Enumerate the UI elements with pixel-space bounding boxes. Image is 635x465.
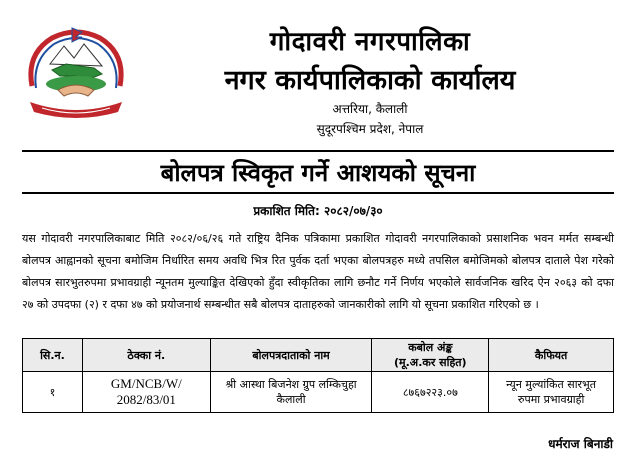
cell-contract-no [82, 372, 210, 413]
published-label: प्रकाशित मिति: [253, 204, 320, 218]
remarks-line1: न्यून मुल्यांकित सारभूत [506, 378, 597, 391]
remarks-line2: रुपमा प्रभावग्राही [517, 393, 585, 406]
signer-name: धर्मराज बिनाडी [548, 437, 613, 451]
cell-bidder-name [210, 372, 372, 413]
office-name: नगर कार्यपालिकाको कार्यालय [224, 65, 516, 96]
published-date: २०८२/०७/३० [323, 204, 383, 218]
cell-bid-amount: ८७६७२२३.०७ [372, 372, 489, 413]
header-bid-amount-line1: कबोल अंङ्क [408, 341, 453, 354]
bidder-name-line1: श्री आस्था बिजनेश ग्रुप लम्किचुहा [225, 378, 357, 391]
table-row [23, 372, 614, 413]
contract-no-line2: 2082/83/01 [116, 392, 176, 407]
bidder-name-line2: कैलाली [276, 393, 306, 406]
header-sn: सि.न. [23, 339, 83, 372]
table-header-row [23, 339, 614, 372]
notice-title: बोलपत्र स्विकृत गर्ने आशयको सूचना [160, 158, 476, 187]
municipality-name: गोदावरी नगरपालिका [269, 27, 471, 57]
contract-no-line1: GM/NCB/W/ [110, 376, 182, 391]
cell-remarks [489, 372, 614, 413]
header-remarks: कैफियत [489, 339, 614, 372]
cell-sn: १ [23, 372, 83, 413]
header-bidder-name: बोलपत्रदाताको नाम [210, 339, 372, 372]
notice-title-banner [22, 150, 614, 194]
office-province: सुदूरपश्चिम प्रदेश, नेपाल [316, 122, 424, 136]
header-bid-amount [372, 339, 489, 372]
notice-body: यस गोदावरी नगरपालिकाबाट मिति २०८२/०६/२६ गते राष्ट्रिय दैनिक पत्रिकामा प्रकाशित गोदावरी नगरपालिकाको प्रसाशनिक भवन मर्मत सम्बन्धी बोलपत्र आह्वानको सूचना बमोजिम निर्धारित समय अवधि भित्र रित पुर्वक दर्ता भएका बोलपत्रहरु मध्ये तपसिल बमोजिमको बोलपत्र दाताले पेश गरेको बोलपत्र सारभुतरुपमा प्रभावग्राही न्यूनतम मुल्याङ्कित देखिएको हुँदा स्वीकृतिका लागि छनौट गर्ने निर्णय भएकोले सार्वजनिक खरिद ऐन २०६३ को दफा २७ को उपदफा (२) र दफा ४७ को प्रयोजनार्थ सम्बन्धीत सबै बोलपत्र दाताहरुको जानकारीको लागि यो सूचना प्रकाशित गरिएको छ । [22, 232, 614, 311]
office-address: अत्तरिया, कैलाली [332, 102, 408, 116]
nepal-emblem-icon [22, 24, 130, 120]
header-contract-no: ठेक्का नं. [82, 339, 210, 372]
published-date-line [22, 202, 614, 219]
award-table [22, 338, 614, 413]
header-bid-amount-line2: (मू.अ.कर सहित) [394, 356, 467, 369]
